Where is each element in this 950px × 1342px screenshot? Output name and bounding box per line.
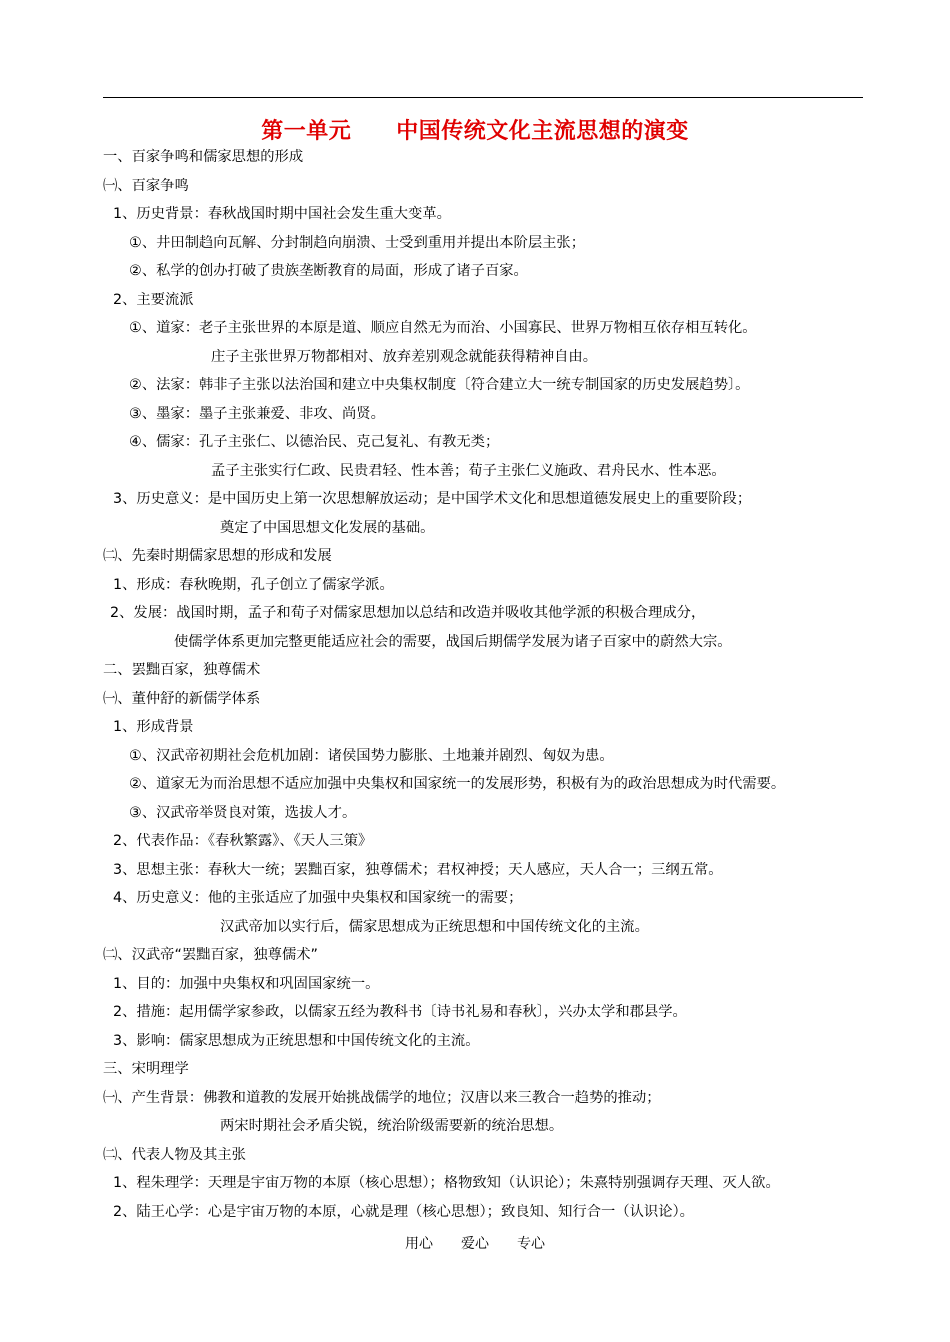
text-line: ②、私学的创办打破了贵族垄断教育的局面，形成了诸子百家。: [129, 263, 528, 279]
text-line: 1、形成背景: [113, 719, 194, 735]
text-line: ②、法家：韩非子主张以法治国和建立中央集权制度〔符合建立大一统专制国家的历史发展趋势〕。: [129, 377, 750, 393]
subsection-heading: ㈠、百家争鸣: [103, 178, 189, 194]
text-line: 3、思想主张：春秋大一统；罢黜百家，独尊儒术；君权神授；天人感应，天人合一；三纲五常。: [113, 862, 723, 878]
text-line: 1、形成：春秋晚期，孔子创立了儒家学派。: [113, 577, 394, 593]
text-line: 2、发展：战国时期，孟子和荀子对儒家思想加以总结和改造并吸收其他学派的积极合理成分，: [110, 605, 706, 621]
section-heading: 一、百家争鸣和儒家思想的形成: [103, 149, 304, 165]
text-line: ③、汉武帝举贤良对策，选拔人才。: [129, 805, 357, 821]
text-line: 汉武帝加以实行后，儒家思想成为正统思想和中国传统文化的主流。: [220, 919, 649, 935]
text-line: ②、道家无为而治思想不适应加强中央集权和国家统一的发展形势，积极有为的政治思想成为时代需要。: [129, 776, 786, 792]
page-title: 第一单元 中国传统文化主流思想的演变: [261, 119, 689, 144]
subsection-heading: ㈡、代表人物及其主张: [103, 1147, 246, 1163]
text-line: 3、历史意义：是中国历史上第一次思想解放运动；是中国学术文化和思想道德发展史上的重要阶段；: [113, 491, 752, 507]
subsection-heading: ㈠、董仲舒的新儒学体系: [103, 691, 261, 707]
text-line: 1、历史背景：春秋战国时期中国社会发生重大变革。: [113, 206, 451, 222]
text-line: 3、影响：儒家思想成为正统思想和中国传统文化的主流。: [113, 1033, 480, 1049]
text-line: 2、措施：起用儒学家参政，以儒家五经为教科书〔诗书礼易和春秋〕，兴办太学和郡县学。: [113, 1004, 687, 1020]
text-line: ①、井田制趋向瓦解、分封制趋向崩溃、士受到重用并提出本阶层主张；: [129, 235, 586, 251]
subsection-heading: ㈡、汉武帝“罢黜百家，独尊儒术”: [103, 947, 318, 963]
subsection-heading: ㈡、先秦时期儒家思想的形成和发展: [103, 548, 332, 564]
subsection-heading: ㈠、产生背景：佛教和道教的发展开始挑战儒学的地位；汉唐以来三教合一趋势的推动；: [103, 1090, 661, 1106]
header-rule: [103, 97, 863, 98]
text-line: 2、主要流派: [113, 292, 194, 308]
text-line: ①、道家：老子主张世界的本原是道、顺应自然无为而治、小国寡民、世界万物相互依存相互转化。: [129, 320, 757, 336]
text-line: 庄子主张世界万物都相对、放弃差别观念就能获得精神自由。: [211, 349, 598, 365]
text-line: 2、陆王心学：心是宇宙万物的本原，心就是理（核心思想）；致良知、知行合一（认识论）。: [113, 1204, 694, 1220]
text-line: 2、代表作品：《春秋繁露》、《天人三策》: [113, 833, 373, 849]
text-line: ③、墨家：墨子主张兼爱、非攻、尚贤。: [129, 406, 385, 422]
section-heading: 二、罢黜百家，独尊儒术: [103, 662, 261, 678]
page-footer: 用心 爱心 专心: [405, 1236, 545, 1252]
text-line: 奠定了中国思想文化发展的基础。: [220, 520, 435, 536]
text-line: ①、汉武帝初期社会危机加剧：诸侯国势力膨胀、土地兼并剧烈、匈奴为患。: [129, 748, 614, 764]
text-line: 1、程朱理学：天理是宇宙万物的本原（核心思想）；格物致知（认识论）；朱熹特别强调存天理、灭人欲。: [113, 1175, 780, 1191]
text-line: ④、儒家：孔子主张仁、以德治民、克己复礼、有教无类；: [129, 434, 500, 450]
text-line: 使儒学体系更加完整更能适应社会的需要，战国后期儒学发展为诸子百家中的蔚然大宗。: [174, 634, 732, 650]
section-heading: 三、宋明理学: [103, 1061, 189, 1077]
text-line: 孟子主张实行仁政、民贵君轻、性本善；荀子主张仁义施政、君舟民水、性本恶。: [211, 463, 726, 479]
text-line: 两宋时期社会矛盾尖锐，统治阶级需要新的统治思想。: [220, 1118, 564, 1134]
text-line: 1、目的：加强中央集权和巩固国家统一。: [113, 976, 380, 992]
text-line: 4、历史意义：他的主张适应了加强中央集权和国家统一的需要；: [113, 890, 523, 906]
